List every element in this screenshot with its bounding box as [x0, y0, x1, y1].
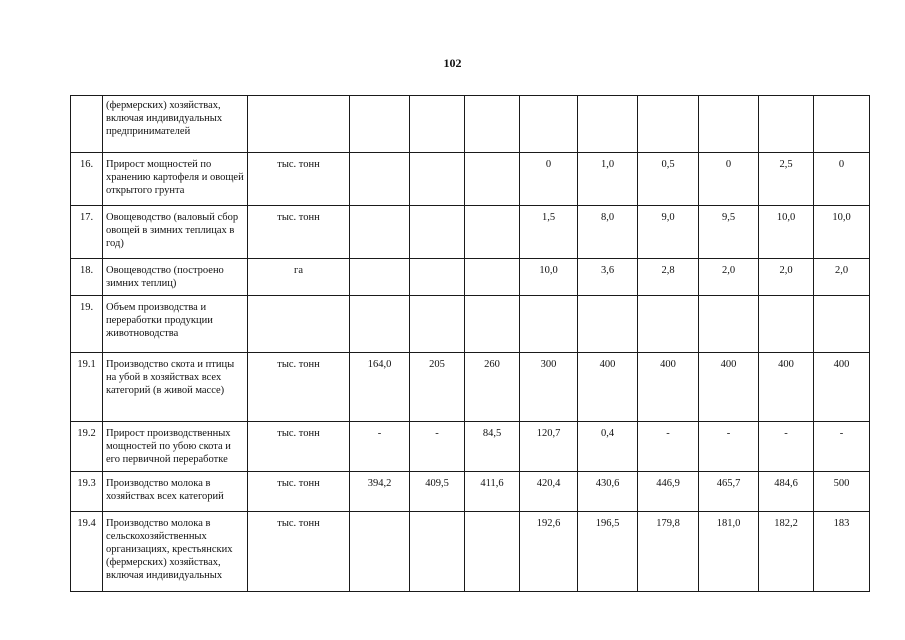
- unit-cell: тыс. тонн: [248, 472, 350, 512]
- indicator-name-cell: Овощеводство (построено зимних теплиц): [103, 259, 248, 296]
- table-row: [71, 422, 870, 472]
- row-number-cell: 19.2: [71, 422, 103, 472]
- table-row: [71, 206, 870, 259]
- indicator-name-cell: Производство молока в хозяйствах всех категорий: [103, 472, 248, 512]
- value-cell: 2,8: [638, 259, 699, 296]
- unit-cell: га: [248, 259, 350, 296]
- unit-cell: тыс. тонн: [248, 512, 350, 592]
- value-cell: 0: [699, 153, 759, 206]
- value-cell: [350, 512, 410, 592]
- value-cell: [638, 96, 699, 153]
- indicator-name-cell: Прирост производственных мощностей по убою скота и его первичной переработке: [103, 422, 248, 472]
- value-cell: [465, 259, 520, 296]
- value-cell: 9,0: [638, 206, 699, 259]
- value-cell: [699, 96, 759, 153]
- table-row: [71, 153, 870, 206]
- value-cell: 164,0: [350, 353, 410, 422]
- value-cell: 3,6: [578, 259, 638, 296]
- value-cell: -: [814, 422, 870, 472]
- table-body: [71, 96, 870, 592]
- value-cell: [814, 296, 870, 353]
- value-cell: 394,2: [350, 472, 410, 512]
- value-cell: 84,5: [465, 422, 520, 472]
- value-cell: 205: [410, 353, 465, 422]
- value-cell: 1,0: [578, 153, 638, 206]
- value-cell: 2,0: [759, 259, 814, 296]
- value-cell: 9,5: [699, 206, 759, 259]
- value-cell: [465, 296, 520, 353]
- value-cell: 10,0: [759, 206, 814, 259]
- value-cell: [350, 259, 410, 296]
- value-cell: [410, 96, 465, 153]
- value-cell: [410, 512, 465, 592]
- value-cell: [465, 96, 520, 153]
- value-cell: 300: [520, 353, 578, 422]
- page-number: 102: [443, 56, 462, 70]
- unit-cell: [248, 96, 350, 153]
- value-cell: 2,5: [759, 153, 814, 206]
- value-cell: [465, 206, 520, 259]
- row-number-cell: 16.: [71, 153, 103, 206]
- value-cell: 1,5: [520, 206, 578, 259]
- row-number-cell: [71, 96, 103, 153]
- row-number-cell: 19.1: [71, 353, 103, 422]
- value-cell: 2,0: [699, 259, 759, 296]
- indicator-name-cell: Производство молока в сельскохозяйственных организациях, крестьянских (фермерских) хозяйствах, включая индивидуальных: [103, 512, 248, 592]
- table-row: [71, 296, 870, 353]
- value-cell: [410, 153, 465, 206]
- value-cell: [759, 296, 814, 353]
- unit-cell: тыс. тонн: [248, 422, 350, 472]
- indicator-name-cell: Объем производства и переработки продукции животноводства: [103, 296, 248, 353]
- value-cell: 0,4: [578, 422, 638, 472]
- value-cell: 2,0: [814, 259, 870, 296]
- value-cell: 260: [465, 353, 520, 422]
- value-cell: [350, 296, 410, 353]
- value-cell: 400: [814, 353, 870, 422]
- value-cell: [465, 512, 520, 592]
- value-cell: 183: [814, 512, 870, 592]
- value-cell: -: [410, 422, 465, 472]
- value-cell: 409,5: [410, 472, 465, 512]
- row-number-cell: 18.: [71, 259, 103, 296]
- value-cell: [759, 96, 814, 153]
- value-cell: 10,0: [520, 259, 578, 296]
- value-cell: -: [350, 422, 410, 472]
- value-cell: 400: [638, 353, 699, 422]
- value-cell: 182,2: [759, 512, 814, 592]
- value-cell: 400: [699, 353, 759, 422]
- indicator-name-cell: Прирост мощностей по хранению картофеля и овощей открытого грунта: [103, 153, 248, 206]
- value-cell: 8,0: [578, 206, 638, 259]
- row-number-cell: 19.: [71, 296, 103, 353]
- value-cell: 120,7: [520, 422, 578, 472]
- row-number-cell: 19.4: [71, 512, 103, 592]
- unit-cell: тыс. тонн: [248, 153, 350, 206]
- unit-cell: [248, 296, 350, 353]
- value-cell: [350, 206, 410, 259]
- value-cell: 10,0: [814, 206, 870, 259]
- value-cell: 465,7: [699, 472, 759, 512]
- value-cell: 196,5: [578, 512, 638, 592]
- value-cell: 181,0: [699, 512, 759, 592]
- indicators-table: [70, 95, 870, 592]
- table-row: [71, 353, 870, 422]
- value-cell: [699, 296, 759, 353]
- table-row: [71, 512, 870, 592]
- value-cell: -: [759, 422, 814, 472]
- value-cell: [465, 153, 520, 206]
- value-cell: [520, 96, 578, 153]
- value-cell: [350, 153, 410, 206]
- value-cell: [638, 296, 699, 353]
- table-row: [71, 96, 870, 153]
- indicator-name-cell: Производство скота и птицы на убой в хозяйствах всех категорий (в живой массе): [103, 353, 248, 422]
- value-cell: [410, 206, 465, 259]
- table-row: [71, 259, 870, 296]
- value-cell: 400: [759, 353, 814, 422]
- value-cell: [350, 96, 410, 153]
- table-row: [71, 472, 870, 512]
- value-cell: [410, 259, 465, 296]
- value-cell: 179,8: [638, 512, 699, 592]
- value-cell: 430,6: [578, 472, 638, 512]
- row-number-cell: 17.: [71, 206, 103, 259]
- indicator-name-cell: (фермерских) хозяйствах, включая индивидуальных предпринимателей: [103, 96, 248, 153]
- value-cell: 446,9: [638, 472, 699, 512]
- value-cell: 400: [578, 353, 638, 422]
- value-cell: 192,6: [520, 512, 578, 592]
- value-cell: -: [699, 422, 759, 472]
- value-cell: 484,6: [759, 472, 814, 512]
- unit-cell: тыс. тонн: [248, 353, 350, 422]
- value-cell: [814, 96, 870, 153]
- value-cell: -: [638, 422, 699, 472]
- value-cell: [520, 296, 578, 353]
- value-cell: 420,4: [520, 472, 578, 512]
- value-cell: [410, 296, 465, 353]
- value-cell: 0,5: [638, 153, 699, 206]
- indicator-name-cell: Овощеводство (валовый сбор овощей в зимних теплицах в год): [103, 206, 248, 259]
- value-cell: 0: [520, 153, 578, 206]
- row-number-cell: 19.3: [71, 472, 103, 512]
- unit-cell: тыс. тонн: [248, 206, 350, 259]
- value-cell: [578, 296, 638, 353]
- value-cell: [578, 96, 638, 153]
- value-cell: 500: [814, 472, 870, 512]
- value-cell: 0: [814, 153, 870, 206]
- value-cell: 411,6: [465, 472, 520, 512]
